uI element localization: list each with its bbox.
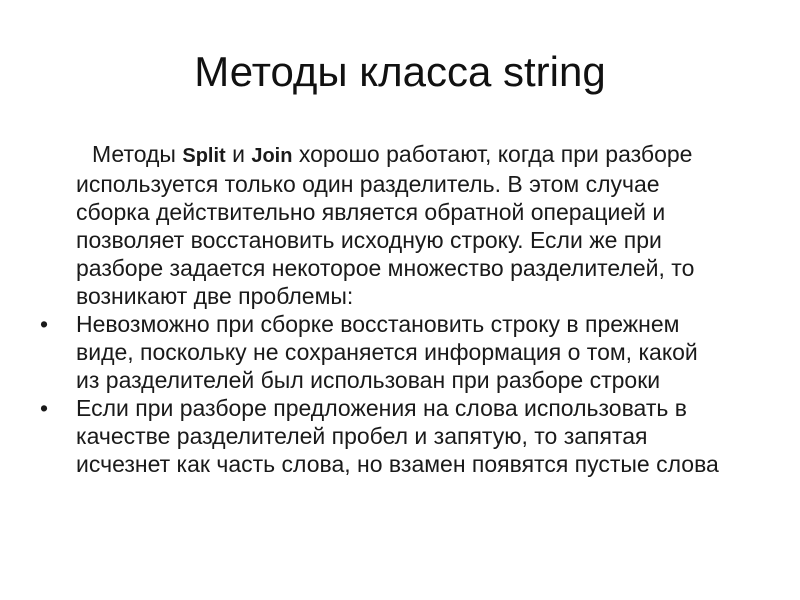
keyword-join: Join [251, 145, 293, 167]
bullet-dot-icon: • [40, 311, 49, 337]
keyword-split: Split [182, 145, 226, 167]
bullet-text: Невозможно при сборке восстановить строку в прежнем виде, поскольку не сохраняется информация о том, какой из разделителей был использован при разборе строки [76, 311, 698, 393]
bullet-item [40, 310, 720, 394]
bullet-item [40, 394, 720, 478]
intro-paragraph [76, 140, 720, 310]
slide-title: Методы класса string [194, 48, 606, 95]
intro-text-part2: и [225, 141, 252, 167]
slide-body [40, 140, 720, 478]
intro-text-part3: хорошо работают, когда при разборе используется только один разделитель. В этом случае сборка действительно является обратной операцией и позволяет восстановить исходную строку. Если же при разборе задается некоторое множество разделителей, то возникают две проблемы: [76, 141, 695, 309]
bullet-text: Если при разборе предложения на слова использовать в качестве разделителей пробел и запятую, то запятая исчезнет как часть слова, но взамен появятся пустые слова [76, 395, 719, 477]
bullet-list [40, 310, 720, 478]
intro-text-part1: Методы [92, 141, 183, 167]
bullet-dot-icon: • [40, 395, 49, 421]
